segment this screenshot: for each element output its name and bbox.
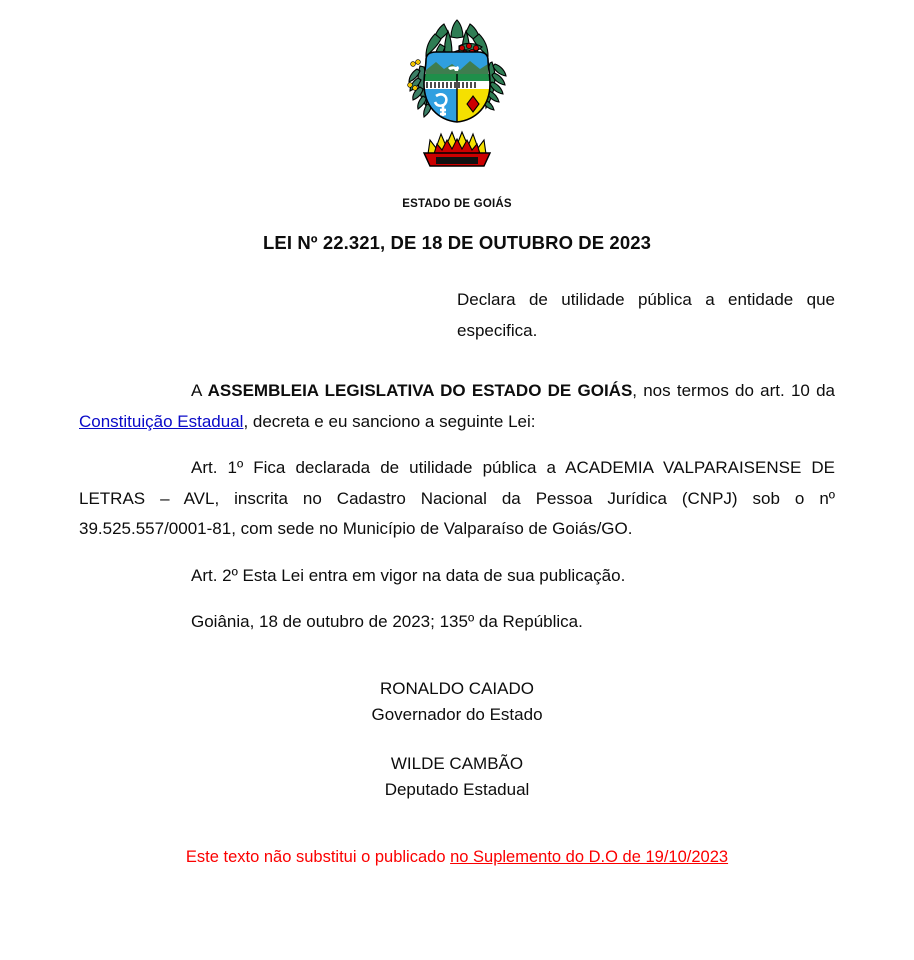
signature-name: WILDE CAMBÃO (390, 754, 524, 773)
assembly-name: ASSEMBLEIA LEGISLATIVA DO ESTADO DE GOIÁS (207, 381, 633, 400)
preamble-middle: , nos termos do art. 10 da (632, 381, 835, 400)
signature-governor (0, 676, 914, 728)
article-2-paragraph: Art. 2º Esta Lei entra em vigor na data de sua publicação. (191, 565, 626, 585)
law-title: LEI Nº 22.321, DE 18 DE OUTUBRO DE 2023 (263, 232, 651, 253)
document-body (79, 376, 835, 654)
article-1-paragraph: Art. 1º Fica declarada de utilidade pública a ACADEMIA VALPARAISENSE DE LETRAS – AVL, inscrita no Cadastro Nacional da Pessoa Jurídica (CNPJ) sob o nº 39.525.557/0001-81, com sede no Município de Valparaíso de Goiás/GO. (79, 458, 835, 538)
signature-role: Governador do Estado (371, 705, 543, 724)
preamble-lead: A (191, 381, 208, 400)
preamble-tail: , decreta e eu sanciono a seguinte Lei: (243, 411, 536, 431)
signature-block (0, 676, 914, 826)
coat-of-arms-goias-icon (396, 14, 518, 172)
footer-note (0, 845, 914, 869)
coat-of-arms-container (0, 0, 914, 172)
preamble-paragraph (79, 376, 835, 437)
footer-note-plain: Este texto não substitui o publicado (185, 848, 451, 866)
signature-name: RONALDO CAIADO (380, 679, 534, 698)
footer-note-publication: no Suplemento do D.O de 19/10/2023 (450, 848, 729, 866)
state-header: ESTADO DE GOIÁS (402, 198, 512, 210)
signature-deputy (0, 751, 914, 803)
place-and-date: Goiânia, 18 de outubro de 2023; 135º da República. (191, 612, 583, 631)
signature-role: Deputado Estadual (384, 780, 530, 799)
constituicao-estadual-link[interactable]: Constituição Estadual (79, 411, 244, 431)
ementa-text: Declara de utilidade pública a entidade que especifica. (457, 290, 835, 340)
